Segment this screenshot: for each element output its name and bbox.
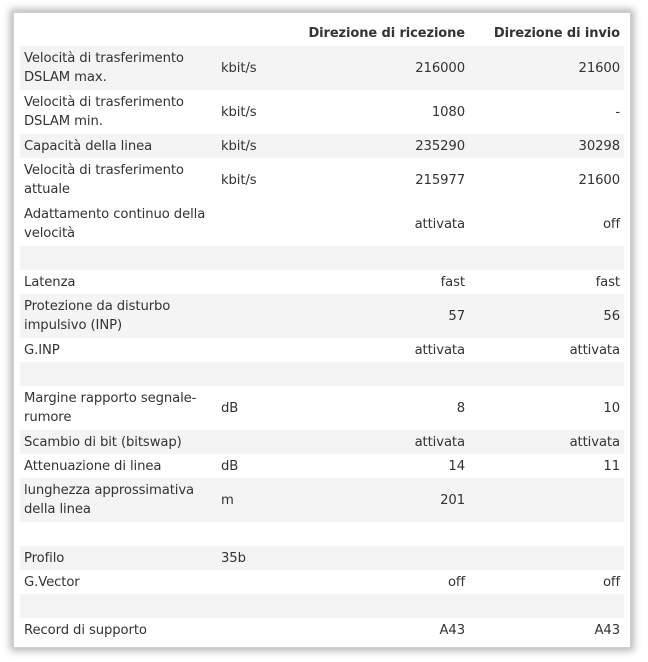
row-support-record bbox=[20, 618, 624, 642]
row-rx-value: 235290 bbox=[267, 134, 469, 158]
row-spacer bbox=[20, 594, 624, 618]
header-label bbox=[20, 21, 221, 46]
row-label: Adattamento continuo della velocità bbox=[24, 207, 206, 241]
row-rx-value: 57 bbox=[267, 294, 469, 338]
row-tx-value: off bbox=[602, 574, 620, 590]
row-label: Profilo bbox=[20, 546, 221, 570]
row-label: Scambio di bit (bitswap) bbox=[20, 430, 221, 454]
row-unit: 35b bbox=[221, 546, 267, 570]
row-label: Record di supporto bbox=[24, 622, 147, 638]
row-rx-value: 216000 bbox=[267, 46, 469, 90]
row-dslam-max-rate bbox=[20, 46, 624, 90]
row-unit bbox=[221, 430, 267, 454]
row-unit bbox=[221, 618, 267, 642]
row-tx-value: 21600 bbox=[578, 172, 620, 188]
row-unit bbox=[221, 570, 267, 594]
row-latency bbox=[20, 270, 624, 294]
row-label: Margine rapporto segnale-rumore bbox=[24, 391, 197, 425]
row-line-attenuation bbox=[20, 454, 624, 478]
row-tx-value: attivata bbox=[569, 342, 620, 358]
row-line-length bbox=[20, 478, 624, 522]
row-unit: m bbox=[221, 478, 267, 522]
row-label: Capacità della linea bbox=[20, 134, 221, 158]
row-spacer bbox=[20, 246, 624, 270]
row-rx-value: attivata bbox=[414, 216, 465, 232]
row-tx-value bbox=[469, 546, 624, 570]
row-profile bbox=[20, 546, 624, 570]
row-label: Velocità di trasferimento DSLAM min. bbox=[24, 95, 184, 129]
row-label: Protezione da disturbo impulsivo (INP) bbox=[20, 294, 221, 338]
header-send-direction: Direzione di invio bbox=[493, 26, 620, 41]
row-unit: kbit/s bbox=[221, 46, 267, 90]
row-line-capacity bbox=[20, 134, 624, 158]
row-tx-value: 11 bbox=[603, 458, 620, 474]
row-tx-value: off bbox=[602, 216, 620, 232]
row-label: Latenza bbox=[24, 274, 76, 290]
dsl-line-table bbox=[20, 21, 624, 642]
row-tx-value: 56 bbox=[469, 294, 624, 338]
row-seamless-rate-adaptation bbox=[20, 202, 624, 246]
row-unit bbox=[221, 294, 267, 338]
header-receive-direction: Direzione di ricezione bbox=[308, 26, 465, 41]
row-label: G.Vector bbox=[24, 574, 80, 590]
row-unit: dB bbox=[221, 400, 239, 416]
row-unit: kbit/s bbox=[221, 104, 257, 120]
row-unit bbox=[221, 202, 267, 246]
row-tx-value: 10 bbox=[603, 400, 620, 416]
row-rx-value: off bbox=[447, 574, 465, 590]
row-rx-value: 1080 bbox=[431, 104, 465, 120]
row-tx-value: 30298 bbox=[469, 134, 624, 158]
row-rx-value: 14 bbox=[448, 458, 465, 474]
row-rx-value bbox=[267, 546, 469, 570]
row-unit bbox=[221, 338, 267, 362]
row-label: Velocità di trasferimento attuale bbox=[24, 163, 184, 197]
row-spacer bbox=[20, 522, 624, 546]
row-unit: dB bbox=[221, 458, 239, 474]
row-spacer bbox=[20, 362, 624, 386]
row-tx-value: 21600 bbox=[469, 46, 624, 90]
row-rx-value: 215977 bbox=[415, 172, 465, 188]
row-label: G.INP bbox=[24, 342, 60, 358]
row-rx-value: attivata bbox=[267, 430, 469, 454]
row-tx-value: fast bbox=[595, 274, 620, 290]
row-tx-value bbox=[469, 478, 624, 522]
row-rx-value: 8 bbox=[456, 400, 465, 416]
row-gvector bbox=[20, 570, 624, 594]
row-label: lunghezza approssimativa della linea bbox=[20, 478, 221, 522]
header-unit bbox=[221, 21, 267, 46]
row-unit: kbit/s bbox=[221, 172, 257, 188]
row-unit bbox=[221, 270, 267, 294]
row-unit: kbit/s bbox=[221, 134, 267, 158]
row-dslam-min-rate bbox=[20, 90, 624, 134]
row-inp bbox=[20, 294, 624, 338]
row-rx-value: attivata bbox=[414, 342, 465, 358]
row-snr-margin bbox=[20, 386, 624, 430]
row-bitswap bbox=[20, 430, 624, 454]
row-rx-value: fast bbox=[440, 274, 465, 290]
dsl-info-panel bbox=[13, 12, 631, 648]
row-tx-value: attivata bbox=[469, 430, 624, 454]
row-label: Velocità di trasferimento DSLAM max. bbox=[20, 46, 221, 90]
row-tx-value: - bbox=[615, 104, 620, 120]
row-tx-value: A43 bbox=[594, 622, 620, 638]
table-header-row bbox=[20, 21, 624, 46]
row-label: Attenuazione di linea bbox=[24, 458, 162, 474]
row-rx-value: 201 bbox=[267, 478, 469, 522]
row-ginp bbox=[20, 338, 624, 362]
row-current-rate bbox=[20, 158, 624, 202]
row-rx-value: A43 bbox=[439, 622, 465, 638]
